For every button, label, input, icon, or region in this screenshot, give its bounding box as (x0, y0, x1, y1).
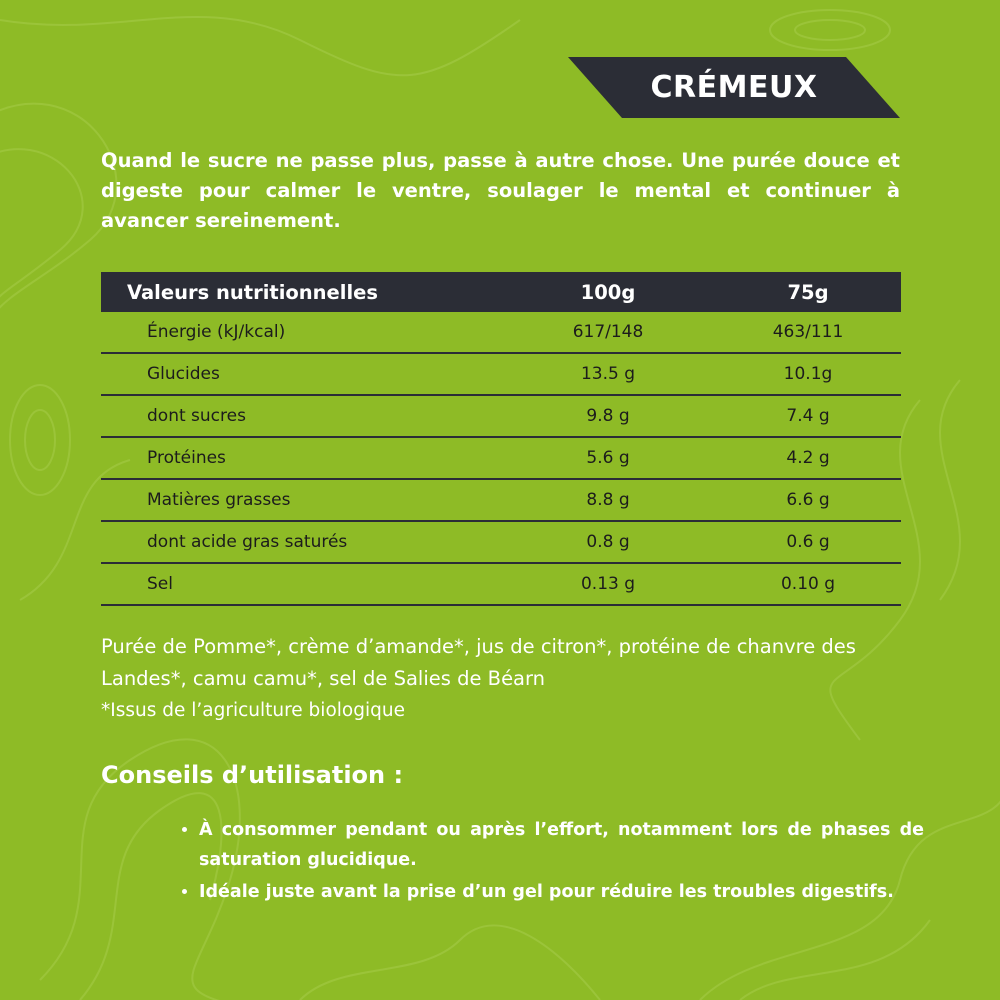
value-100g: 617/148 (501, 312, 715, 353)
value-100g: 0.8 g (501, 521, 715, 563)
value-75g: 7.4 g (715, 395, 901, 437)
value-100g: 9.8 g (501, 395, 715, 437)
usage-tips-list (175, 815, 924, 909)
nutrient-name: Sel (101, 563, 501, 605)
table-row (101, 563, 901, 605)
nutrient-name: Matières grasses (101, 479, 501, 521)
value-100g: 8.8 g (501, 479, 715, 521)
list-item: • À consommer pendant ou après l’effort, notamment lors de phases de saturation glucidique. (199, 815, 924, 875)
table-row (101, 312, 901, 353)
value-75g: 4.2 g (715, 437, 901, 479)
nutrition-table (101, 272, 901, 606)
header-per-100g: 100g (501, 272, 715, 312)
list-item: • Idéale juste avant la prise d’un gel pour réduire les troubles digestifs. (199, 877, 924, 907)
value-100g: 5.6 g (501, 437, 715, 479)
table-row (101, 395, 901, 437)
table-row (101, 521, 901, 563)
value-75g: 6.6 g (715, 479, 901, 521)
ingredients-list: Purée de Pomme*, crème d’amande*, jus de citron*, protéine de chanvre des Landes*, camu camu*, sel de Salies de Béarn (101, 635, 856, 690)
banner-label: CRÉMEUX (650, 70, 818, 105)
nutrient-name: Glucides (101, 353, 501, 395)
nutrient-name: dont sucres (101, 395, 501, 437)
nutrient-name: dont acide gras saturés (101, 521, 501, 563)
table-row (101, 479, 901, 521)
nutrient-name: Protéines (101, 437, 501, 479)
value-75g: 0.10 g (715, 563, 901, 605)
organic-footnote: *Issus de l’agriculture biologique (101, 700, 405, 721)
value-75g: 0.6 g (715, 521, 901, 563)
usage-tips-title: Conseils d’utilisation : (101, 761, 404, 789)
header-per-75g: 75g (715, 272, 901, 312)
intro-text: Quand le sucre ne passe plus, passe à autre chose. Une purée douce et digeste pour calmer le ventre, soulager le mental et continuer à avancer sereinement. (101, 149, 900, 232)
header-nutrient: Valeurs nutritionnelles (101, 272, 501, 312)
nutrient-name: Énergie (kJ/kcal) (101, 312, 501, 353)
ingredients-block (101, 631, 901, 727)
value-75g: 463/111 (715, 312, 901, 353)
product-type-banner (568, 57, 900, 118)
value-100g: 13.5 g (501, 353, 715, 395)
table-row (101, 353, 901, 395)
value-75g: 10.1g (715, 353, 901, 395)
nutrition-header-row (101, 272, 901, 312)
value-100g: 0.13 g (501, 563, 715, 605)
table-row (101, 437, 901, 479)
